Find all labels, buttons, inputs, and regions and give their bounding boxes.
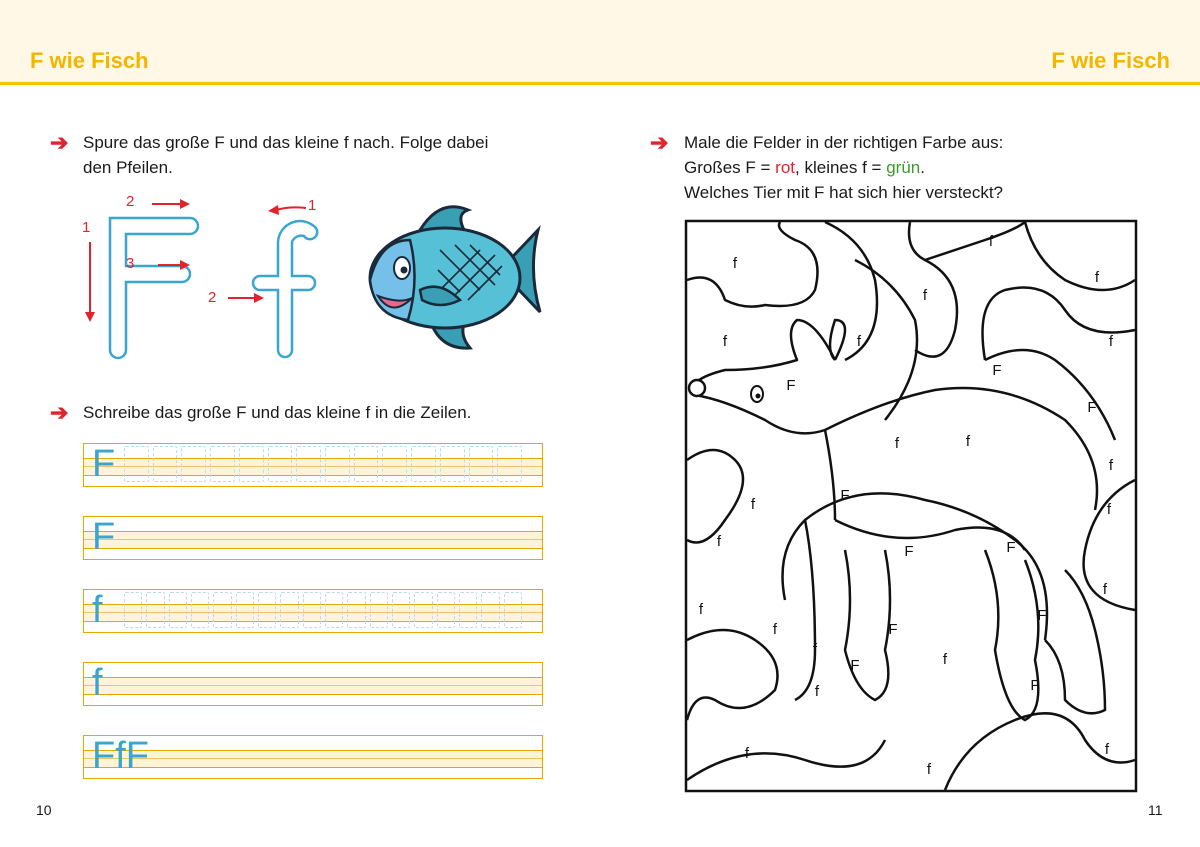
instruction-trace: Spure das große F und das kleine f nach. Folge dabei den Pfeilen. (83, 133, 489, 177)
color-by-letter-puzzle (685, 220, 1137, 792)
arrow-right-icon: ➔ (50, 400, 69, 425)
sample-letter: f (92, 662, 103, 704)
small-f-outline (253, 221, 317, 357)
puzzle-label: f (922, 287, 928, 304)
big-f-outline (110, 218, 198, 358)
puzzle-label: F (904, 543, 914, 560)
puzzle-label: f (698, 601, 704, 618)
puzzle-label: f (750, 496, 756, 513)
puzzle-label: f (856, 333, 862, 350)
puzzle-label: f (988, 233, 994, 250)
stroke-number: 1 (82, 219, 91, 236)
page-number-right: 11 (1148, 802, 1163, 818)
puzzle-label: f (1102, 581, 1108, 598)
sample-letter: F (92, 443, 116, 485)
puzzle-label: f (926, 761, 932, 778)
puzzle-label: f (894, 435, 900, 452)
puzzle-label: F (1037, 607, 1047, 624)
puzzle-label: F (1006, 539, 1016, 556)
puzzle-label: f (716, 533, 722, 550)
puzzle-label: F (888, 621, 898, 638)
puzzle-label: F (992, 362, 1002, 379)
puzzle-label: F (1087, 399, 1097, 416)
stroke-number: 2 (126, 193, 135, 210)
instruction-color: Male die Felder in der richtigen Farbe aus: Großes F = rot, kleines f = grün. Welches Tier mit F hat sich hier versteckt? (684, 133, 1004, 202)
header-band (0, 0, 1200, 82)
letter-trace-diagram (70, 190, 340, 370)
arrow-right-icon: ➔ (650, 130, 669, 155)
puzzle-label: F (1030, 677, 1040, 694)
puzzle-label: F (850, 657, 860, 674)
sample-letter: FfF (92, 735, 149, 777)
puzzle-label: f (965, 433, 971, 450)
instruction-write: Schreibe das große F und das kleine f in die Zeilen. (83, 403, 472, 422)
puzzle-label: f (1106, 501, 1112, 518)
header-divider (0, 82, 1200, 85)
puzzle-label: F (840, 487, 850, 504)
fish-illustration (360, 200, 545, 355)
writing-line (83, 589, 543, 633)
page-number-left: 10 (36, 802, 52, 818)
sample-letter: F (92, 516, 116, 558)
puzzle-label: f (814, 683, 820, 700)
arrow-right-icon: ➔ (50, 130, 69, 155)
page-title-right: F wie Fisch (1051, 48, 1170, 73)
puzzle-label: f (1108, 333, 1114, 350)
puzzle-label: f (744, 745, 750, 762)
stroke-number: 3 (126, 255, 135, 272)
puzzle-label: F (786, 377, 796, 394)
puzzle-label: f (772, 621, 778, 638)
writing-line[interactable] (83, 735, 543, 779)
writing-line[interactable] (83, 662, 543, 706)
writing-line (83, 443, 543, 487)
puzzle-label: f (722, 333, 728, 350)
puzzle-label: f (732, 255, 738, 272)
stroke-number: 1 (308, 197, 317, 214)
stroke-number: 2 (208, 289, 217, 306)
writing-line[interactable] (83, 516, 543, 560)
page-title-left: F wie Fisch (30, 48, 149, 73)
puzzle-label: f (1094, 269, 1100, 286)
sample-letter: f (92, 589, 103, 631)
puzzle-label: f (1108, 457, 1114, 474)
puzzle-label: f (1104, 741, 1110, 758)
puzzle-label: f (812, 641, 818, 658)
puzzle-label: f (942, 651, 948, 668)
